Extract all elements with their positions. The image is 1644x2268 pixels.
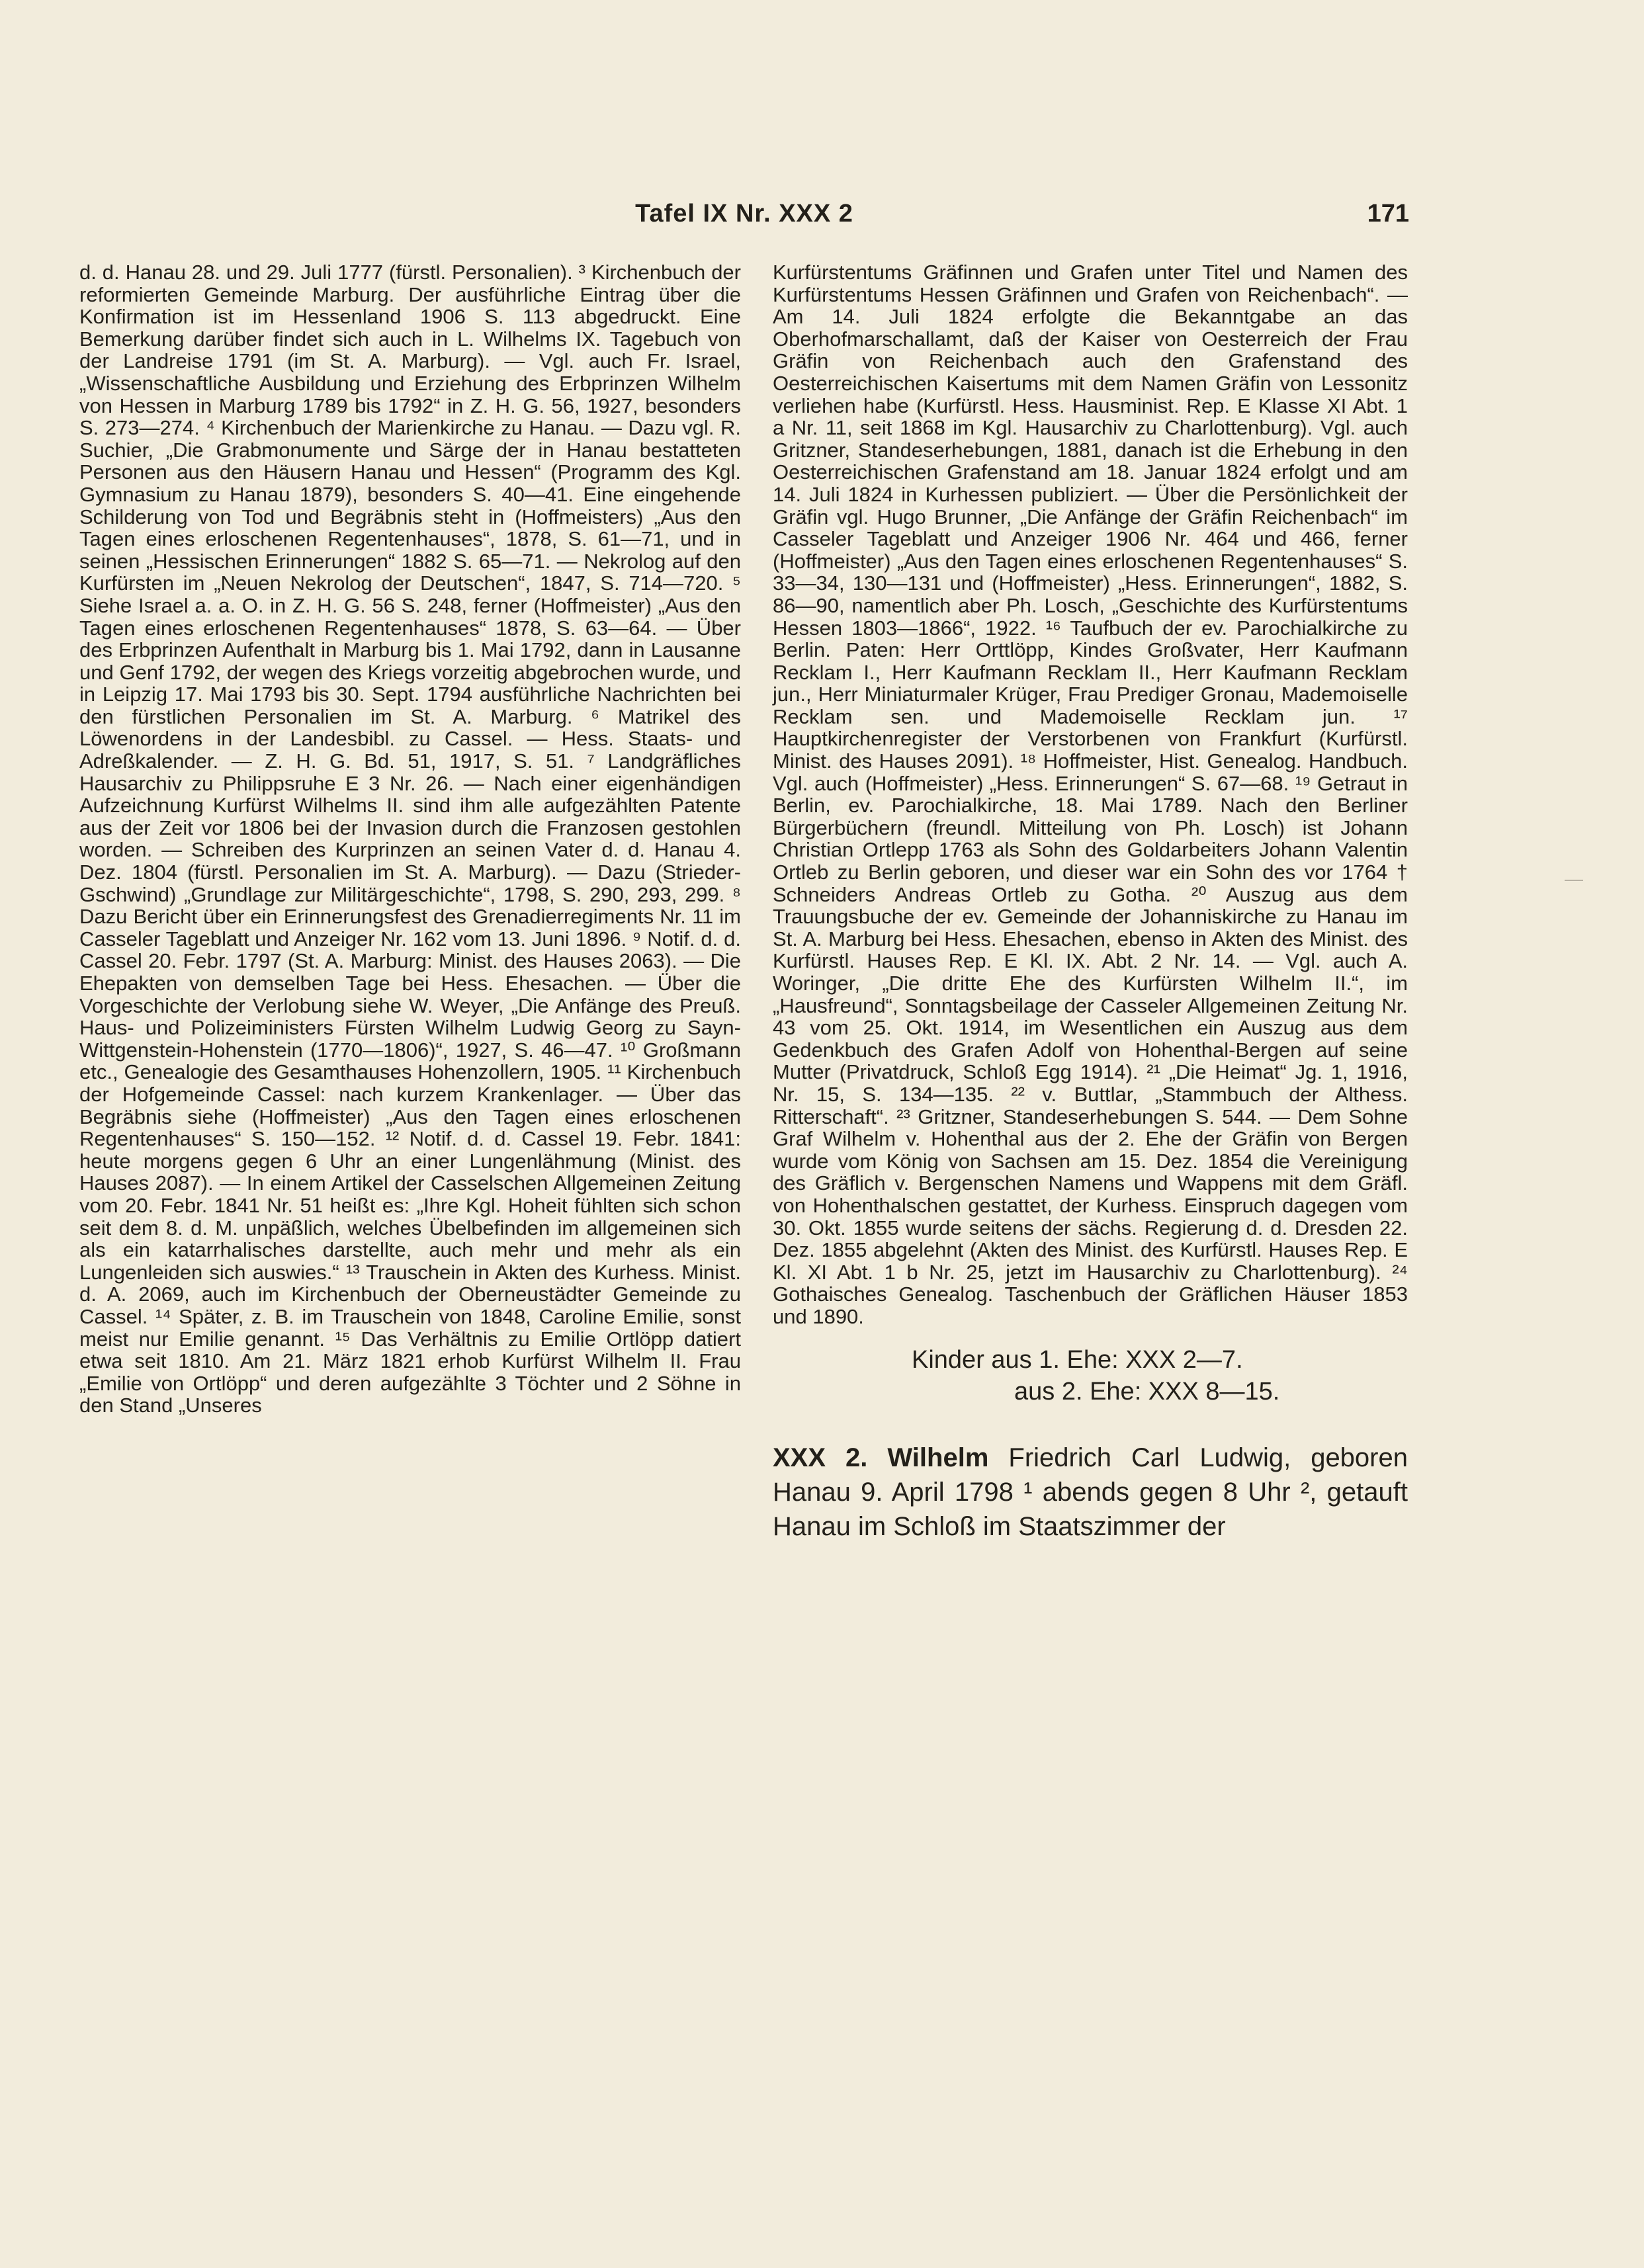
footnotes-right-column — [773, 261, 1408, 1544]
page-number: 171 — [1367, 200, 1409, 228]
page-header — [79, 200, 1409, 239]
children-first-marriage: Kinder aus 1. Ehe: XXX 2—7. — [912, 1345, 1243, 1374]
entry-text: Friedrich Carl Ludwig, geboren Hanau 9. April 1798 ¹ abends gegen 8 Uhr ², getauft Hanau im Schloß im Staatszimmer der — [773, 1443, 1408, 1541]
entry-number: XXX 2. — [773, 1443, 868, 1472]
margin-mark — [1565, 880, 1583, 881]
footnote-text-left: d. d. Hanau 28. und 29. Juli 1777 (fürstl. Personalien). ³ Kirchenbuch der reformierten Gemeinde Marburg. Der ausführliche Eintrag über die Konfirmation ist im Hessenland 1906 S. 113 abgedruckt. Eine Bemerkung darüber findet sich auch in L. Wilhelms IX. Tagebuch von der Landreise 1791 (im St. A. Marburg). — Vgl. auch Fr. Israel, „Wissenschaftliche Ausbildung und Erziehung des Erbprinzen Wilhelm von Hessen in Marburg 1789 bis 1792“ in Z. H. G. 56, 1927, besonders S. 273—274. ⁴ Kirchenbuch der Marienkirche zu Hanau. — Dazu vgl. R. Suchier, „Die Grabmonumente und Särge der in Hanau bestatteten Personen aus den Häusern Hanau und Hessen“ (Programm des Kgl. Gymnasium zu Hanau 1879), besonders S. 40—41. Eine eingehende Schilderung von Tod und Begräbnis steht in (Hoffmeisters) „Aus den Tagen eines erloschenen Regentenhauses“, 1878, S. 61—71, und in seinen „Hessischen Erinnerungen“ 1882 S. 65—71. — Nekrolog auf den Kurfürsten im „Neuen Nekrolog der Deutschen“, 1847, S. 714—720. ⁵ Siehe Israel a. a. O. in Z. H. G. 56 S. 248, ferner (Hoffmeister) „Aus den Tagen eines erloschenen Regentenhauses“ 1878, S. 63—64. — Über des Erbprinzen Aufenthalt in Marburg bis 1. Mai 1792, dann in Lausanne und Genf 1792, der wegen des Kriegs vorzeitig abgebrochen wurde, und in Leipzig 17. Mai 1793 bis 30. Sept. 1794 ausführliche Nachrichten bei den fürstlichen Personalien im St. A. Marburg. ⁶ Matrikel des Löwenordens in der Landesbibl. zu Cassel. — Hess. Staats- und Adreßkalender. — Z. H. G. Bd. 51, 1917, S. 51. ⁷ Landgräfliches Hausarchiv zu Philippsruhe E 3 Nr. 26. — Nach einer eigenhändigen Aufzeichnung Kurfürst Wilhelms II. sind ihm alle aufgezählten Patente aus der Zeit vor 1806 bei der Invasion durch die Franzosen gestohlen worden. — Schreiben des Kurprinzen an seinen Vater d. d. Hanau 4. Dez. 1804 (fürstl. Personalien im St. A. Marburg). — Dazu (Strieder-Gschwind) „Grundlage zur Militärgeschichte“, 1798, S. 290, 293, 299. ⁸ Dazu Bericht über ein Erinnerungsfest des Grenadierregiments Nr. 11 im Casseler Tageblatt und Anzeiger Nr. 162 vom 13. Juni 1896. ⁹ Notif. d. d. Cassel 20. Febr. 1797 (St. A. Marburg: Minist. des Hauses 2063). — Die Ehepakten von demselben Tage bei Hess. Ehesachen. — Über die Vorgeschichte der Verlobung siehe W. Weyer, „Die Anfänge des Preuß. Haus- und Polizeiministers Fürsten Wilhelm Ludwig Georg zu Sayn-Wittgenstein-Hohenstein (1770—1806)“, 1927, S. 46—47. ¹⁰ Großmann etc., Genealogie des Gesamthauses Hohenzollern, 1905. ¹¹ Kirchenbuch der Hofgemeinde Cassel: nach kurzem Krankenlager. — Über das Begräbnis siehe (Hoffmeister) „Aus den Tagen eines erloschenen Regentenhauses“ S. 150—152. ¹² Notif. d. d. Cassel 19. Febr. 1841: heute morgens gegen 6 Uhr an einer Lungenlähmung (Minist. des Hauses 2087). — In einem Artikel der Casselschen Allgemeinen Zeitung vom 20. Febr. 1841 Nr. 51 heißt es: „Ihre Kgl. Hoheit fühlten sich schon seit dem 8. d. M. unpäßlich, welches Übelbefinden im allgemeinen sich als ein katarrhalisches darstellte, auch mehr und mehr als ein Lungenleiden sich auswies.“ ¹³ Trauschein in Akten des Kurhess. Minist. d. A. 2069, auch im Kirchenbuch der Oberneustädter Gemeinde zu Cassel. ¹⁴ Später, z. B. im Trauschein von 1848, Caroline Emilie, sonst meist nur Emilie genannt. ¹⁵ Das Verhältnis zu Emilie Ortlöpp datiert etwa seit 1810. Am 21. März 1821 erhob Kurfürst Wilhelm II. Frau „Emilie von Ortlöpp“ und deren aufgezählte 3 Töchter und 2 Söhne in den Stand „Unseres — [79, 261, 741, 1417]
entry-name: Wilhelm — [887, 1443, 989, 1472]
footnotes-left-column — [79, 261, 741, 1417]
children-second-marriage: aus 2. Ehe: XXX 8—15. — [1014, 1377, 1280, 1406]
footnote-text-right: Kurfürstentums Gräfinnen und Grafen unter Titel und Namen des Kurfürstentums Hessen Gräfinnen und Grafen von Reichenbach“. — Am 14. Juli 1824 erfolgte die Bekanntgabe an das Oberhofmarschallamt, daß der Kaiser von Oesterreich der Frau Gräfin von Reichenbach auch den Grafenstand des Oesterreichischen Kaisertums mit dem Namen Gräfin von Lessonitz verliehen habe (Kurfürstl. Hess. Hausminist. Rep. E Klasse XI Abt. 1 a Nr. 11, seit 1868 im Kgl. Hausarchiv zu Charlottenburg). Vgl. auch Gritzner, Standeserhebungen, 1881, danach ist die Erhebung in den Oesterreichischen Grafenstand am 18. Januar 1824 erfolgt und am 14. Juli 1824 in Kurhessen publiziert. — Über die Persönlichkeit der Gräfin vgl. Hugo Brunner, „Die Anfänge der Gräfin Reichenbach“ im Casseler Tageblatt und Anzeiger 1906 Nr. 464 und 466, ferner (Hoffmeister) „Aus den Tagen eines erloschenen Regentenhauses“ S. 33—34, 130—131 und (Hoffmeister) „Hess. Erinnerungen“, 1882, S. 86—90, namentlich aber Ph. Losch, „Geschichte des Kurfürstentums Hessen 1803—1866“, 1922. ¹⁶ Taufbuch der ev. Parochialkirche zu Berlin. Paten: Herr Orttlöpp, Kindes Großvater, Herr Kaufmann Recklam I., Herr Kaufmann Recklam II., Herr Kaufmann Recklam jun., Herr Miniaturmaler Krüger, Frau Prediger Gronau, Mademoiselle Recklam sen. und Mademoiselle Recklam jun. ¹⁷ Hauptkirchenregister der Verstorbenen von Frankfurt (Kurfürstl. Minist. des Hauses 2091). ¹⁸ Hoffmeister, Hist. Genealog. Handbuch. Vgl. auch (Hoffmeister) „Hess. Erinnerungen“ S. 67—68. ¹⁹ Getraut in Berlin, ev. Parochialkirche, 18. Mai 1789. Nach den Berliner Bürgerbüchern (freundl. Mitteilung von Ph. Losch) ist Johann Christian Ortlepp 1763 als Sohn des Goldarbeiters Johann Valentin Ortleb zu Berlin geboren, und dieser war ein Sohn des vor 1764 † Schneiders Andreas Ortleb zu Gotha. ²⁰ Auszug aus dem Trauungsbuche der ev. Gemeinde der Johanniskirche zu Hanau im St. A. Marburg bei Hess. Ehesachen, ebenso in Akten des Minist. des Kurfürstl. Hauses Rep. E Kl. IX. Abt. 2 Nr. 14. — Vgl. auch A. Woringer, „Die dritte Ehe des Kurfürsten Wilhelm II.“, im „Hausfreund“, Sonntagsbeilage der Casseler Allgemeinen Zeitung Nr. 43 vom 25. Okt. 1914, im Wesentlichen ein Auszug aus dem Gedenkbuch des Grafen Adolf von Hohenthal-Bergen auf seine Mutter (Privatdruck, Schloß Egg 1914). ²¹ „Die Heimat“ Jg. 1, 1916, Nr. 15, S. 134—135. ²² v. Buttlar, „Stammbuch der Althess. Ritterschaft“. ²³ Gritzner, Standeserhebungen S. 544. — Dem Sohne Graf Wilhelm v. Hohenthal aus der 2. Ehe der Gräfin von Bergen wurde vom König von Sachsen am 15. Dez. 1854 die Vereinigung des Gräflich v. Bergenschen Namens und Wappens mit dem Gräfl. von Hohenthalschen gestattet, der Kurhess. Einspruch dagegen vom 30. Okt. 1855 wurde seitens der sächs. Regierung d. d. Dresden 22. Dez. 1855 abgelehnt (Akten des Minist. des Kurfürstl. Hauses Rep. E Kl. XI Abt. 1 b Nr. 25, jetzt im Hausarchiv zu Charlottenburg). ²⁴ Gothaisches Genealog. Taschenbuch der Gräflichen Häuser 1853 und 1890. — [773, 261, 1408, 1328]
genealogy-entry — [773, 1441, 1408, 1544]
page-title: Tafel IX Nr. XXX 2 — [635, 200, 853, 228]
children-summary — [773, 1344, 1408, 1407]
